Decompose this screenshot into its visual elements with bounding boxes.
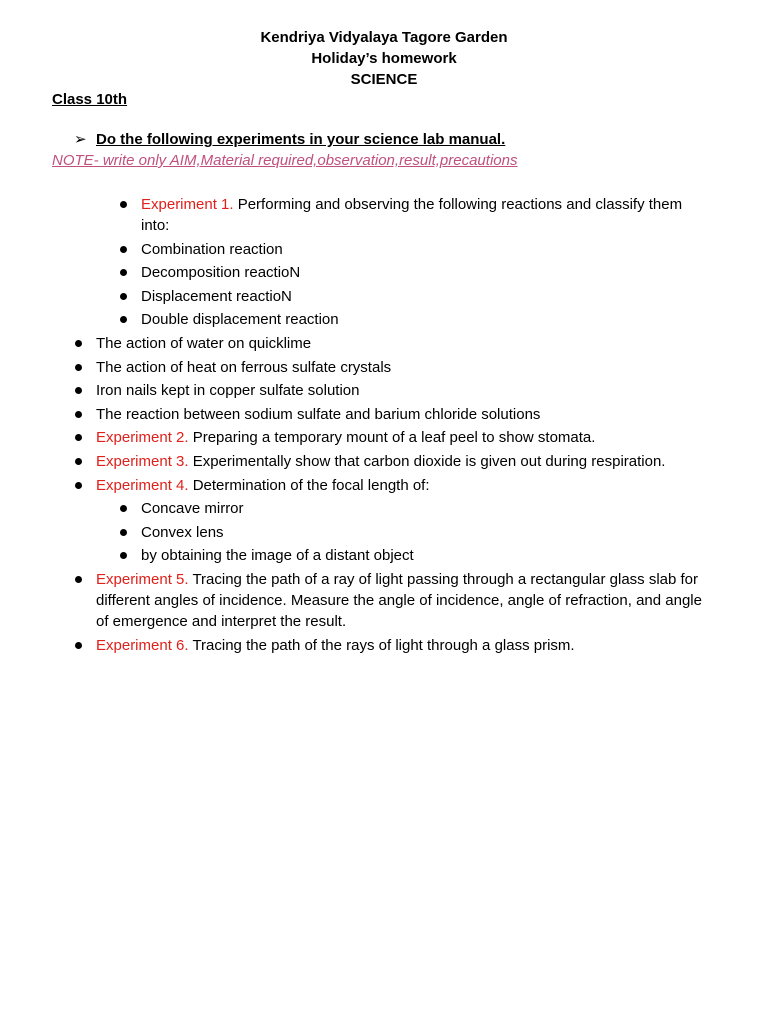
list-item: [0, 262, 768, 283]
bullet-icon: [75, 576, 82, 583]
list-item-text: [96, 404, 711, 425]
experiment-label: Experiment 6.: [96, 636, 189, 654]
subject-title: SCIENCE: [350, 71, 418, 88]
list-item: [0, 569, 768, 632]
document-header: [0, 27, 768, 90]
bullet-icon: [120, 293, 127, 300]
experiment-description: Displacement reactioN: [141, 287, 292, 305]
list-item: [0, 545, 768, 566]
experiment-description: The reaction between sodium sulfate and barium chloride solutions: [96, 405, 541, 423]
list-item-text: [96, 333, 711, 354]
list-item: [0, 333, 768, 354]
experiment-label: Experiment 2.: [96, 429, 189, 447]
experiment-description: The action of water on quicklime: [96, 334, 312, 352]
bullet-icon: [120, 529, 127, 536]
list-item: [0, 498, 768, 519]
bullet-icon: [75, 340, 82, 347]
bullet-icon: [75, 411, 82, 418]
school-name: Kendriya Vidyalaya Tagore Garden: [260, 29, 508, 46]
bullet-icon: [75, 642, 82, 649]
experiment-list: [0, 194, 768, 658]
list-item-text: [96, 427, 711, 448]
list-item-text: [141, 545, 711, 566]
bullet-icon: [120, 552, 127, 559]
list-item: [0, 635, 768, 656]
list-item-text: [141, 286, 711, 307]
list-item-text: [141, 239, 711, 260]
instruction-line: [74, 130, 505, 150]
instruction-text: Do the following experiments in your science lab manual.: [96, 131, 506, 148]
list-item: [0, 451, 768, 472]
list-item-text: [96, 569, 711, 632]
note-text: NOTE- write only AIM,Material required,observation,result,precautions: [52, 152, 518, 169]
list-item: [0, 286, 768, 307]
bullet-icon: [75, 387, 82, 394]
experiment-description: Determination of the focal length of:: [188, 476, 430, 494]
bullet-icon: [75, 364, 82, 371]
experiment-description: Experimentally show that carbon dioxide is given out during respiration.: [188, 452, 666, 470]
experiment-label: Experiment 5.: [96, 570, 189, 588]
list-item: [0, 239, 768, 260]
bullet-icon: [75, 434, 82, 441]
list-item-text: [141, 262, 711, 283]
list-item: [0, 427, 768, 448]
arrow-bullet-icon: ➢: [74, 131, 87, 148]
list-item: [0, 357, 768, 378]
bullet-icon: [120, 269, 127, 276]
list-item-text: [141, 498, 711, 519]
experiment-description: Iron nails kept in copper sulfate solution: [96, 382, 360, 400]
experiment-description: Combination reaction: [141, 240, 283, 258]
experiment-description: Tracing the path of a ray of light passing through a rectangular glass slab for different angles of incidence. Measure the angle of incidence, angle of refraction, and angle of emergence and interpret the result.: [96, 570, 702, 630]
list-item-text: [96, 357, 711, 378]
list-item-text: [96, 475, 711, 496]
experiment-description: Tracing the path of the rays of light through a glass prism.: [188, 636, 575, 654]
bullet-icon: [120, 246, 127, 253]
experiment-description: Decomposition reactioN: [141, 264, 301, 282]
list-item: [0, 380, 768, 401]
homework-title: Holiday’s homework: [311, 50, 457, 67]
list-item-text: [96, 451, 711, 472]
list-item-text: [96, 635, 711, 656]
bullet-icon: [75, 458, 82, 465]
experiment-description: Concave mirror: [141, 500, 244, 518]
experiment-description: Performing and observing the following reactions and classify them into:: [141, 196, 683, 234]
list-item-text: [141, 194, 711, 236]
list-item: [0, 309, 768, 330]
experiment-label: Experiment 3.: [96, 452, 189, 470]
list-item: [0, 404, 768, 425]
bullet-icon: [120, 505, 127, 512]
experiment-description: by obtaining the image of a distant object: [141, 547, 414, 565]
experiment-description: Preparing a temporary mount of a leaf peel to show stomata.: [188, 429, 596, 447]
bullet-icon: [120, 316, 127, 323]
list-item: [0, 522, 768, 543]
list-item-text: [96, 380, 711, 401]
class-title: Class 10th: [52, 91, 128, 108]
list-item-text: [141, 309, 711, 330]
experiment-description: Convex lens: [141, 523, 224, 541]
bullet-icon: [120, 201, 127, 208]
list-item: [0, 194, 768, 236]
experiment-description: The action of heat on ferrous sulfate crystals: [96, 358, 392, 376]
list-item: [0, 475, 768, 496]
list-item-text: [141, 522, 711, 543]
experiment-description: Double displacement reaction: [141, 311, 339, 329]
experiment-label: Experiment 1.: [141, 196, 234, 213]
experiment-label: Experiment 4.: [96, 476, 189, 494]
bullet-icon: [75, 482, 82, 489]
